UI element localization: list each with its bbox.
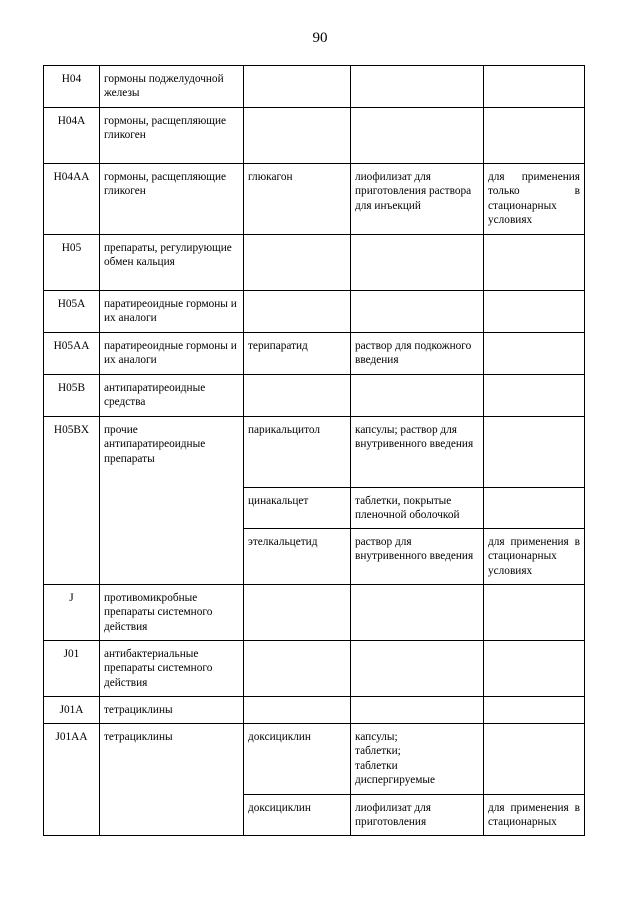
table-row (44, 585, 585, 641)
dosage-form: лиофилизат для приготовления раствора для инъекций (351, 164, 484, 235)
dosage-form: лиофилизат для приготовления (351, 795, 484, 836)
dosage-form (351, 641, 484, 697)
atc-code: H04AA (44, 164, 100, 235)
table-row (44, 333, 585, 375)
drug-name (244, 66, 351, 108)
table-row (44, 724, 585, 795)
table-row (44, 108, 585, 164)
dosage-form (351, 66, 484, 108)
usage-note (484, 235, 585, 291)
drug-name: терипаратид (244, 333, 351, 375)
atc-code: J01AA (44, 724, 100, 836)
drug-name: цинакальцет (244, 488, 351, 529)
atc-group-name: тетрациклины (100, 697, 244, 724)
drug-name (244, 585, 351, 641)
table-row (44, 291, 585, 333)
usage-note (484, 724, 585, 795)
atc-group-name: паратиреоидные гормоны и их аналоги (100, 291, 244, 333)
atc-code: H04 (44, 66, 100, 108)
table-row (44, 417, 585, 488)
dosage-form: раствор для подкожного введения (351, 333, 484, 375)
usage-note: для применения в стационарных условиях (484, 529, 585, 585)
dosage-form (351, 375, 484, 417)
drug-name: парикальцитол (244, 417, 351, 488)
atc-group-name: препараты, регулирующие обмен кальция (100, 235, 244, 291)
usage-note (484, 417, 585, 488)
drug-name (244, 108, 351, 164)
atc-group-name: гормоны поджелудочной железы (100, 66, 244, 108)
usage-note (484, 585, 585, 641)
drug-name: глюкагон (244, 164, 351, 235)
usage-note (484, 66, 585, 108)
drug-list-table (43, 65, 585, 836)
usage-note (484, 333, 585, 375)
atc-group-name: антибактериальные препараты системного действия (100, 641, 244, 697)
drug-name (244, 697, 351, 724)
table-row (44, 164, 585, 235)
dosage-form: раствор для внутривенного введения (351, 529, 484, 585)
dosage-form (351, 235, 484, 291)
dosage-form (351, 291, 484, 333)
atc-code: H04A (44, 108, 100, 164)
table-row (44, 375, 585, 417)
atc-group-name: антипаратиреоидные средства (100, 375, 244, 417)
page-number: 90 (312, 30, 328, 46)
usage-note (484, 291, 585, 333)
dosage-form (351, 697, 484, 724)
atc-code: H05AA (44, 333, 100, 375)
usage-note: для применения в стационарных (484, 795, 585, 836)
atc-group-name: паратиреоидные гормоны и их аналоги (100, 333, 244, 375)
drug-name (244, 235, 351, 291)
table-row (44, 697, 585, 724)
drug-name: доксициклин (244, 795, 351, 836)
atc-code: J (44, 585, 100, 641)
dosage-form: капсулы; раствор для внутривенного введения (351, 417, 484, 488)
dosage-form (351, 585, 484, 641)
dosage-form: таблетки, покрытые пленочной оболочкой (351, 488, 484, 529)
atc-code: J01A (44, 697, 100, 724)
usage-note (484, 697, 585, 724)
table-row (44, 66, 585, 108)
drug-name: доксициклин (244, 724, 351, 795)
atc-group-name: гормоны, расщепляющие гликоген (100, 108, 244, 164)
atc-group-name: тетрациклины (100, 724, 244, 836)
usage-note (484, 641, 585, 697)
usage-note (484, 488, 585, 529)
atc-group-name: прочие антипаратиреоидные препараты (100, 417, 244, 585)
usage-note (484, 375, 585, 417)
drug-name (244, 641, 351, 697)
table-row (44, 641, 585, 697)
atc-code: H05A (44, 291, 100, 333)
dosage-form (351, 108, 484, 164)
atc-code: H05 (44, 235, 100, 291)
usage-note: для применения только в стационарных условиях (484, 164, 585, 235)
table-row (44, 235, 585, 291)
atc-code: J01 (44, 641, 100, 697)
drug-name: этелкальцетид (244, 529, 351, 585)
atc-code: H05BX (44, 417, 100, 585)
atc-group-name: противомикробные препараты системного действия (100, 585, 244, 641)
dosage-form: капсулы; таблетки; таблетки диспергируемые (351, 724, 484, 795)
drug-name (244, 375, 351, 417)
atc-group-name: гормоны, расщепляющие гликоген (100, 164, 244, 235)
atc-code: H05B (44, 375, 100, 417)
usage-note (484, 108, 585, 164)
drug-name (244, 291, 351, 333)
